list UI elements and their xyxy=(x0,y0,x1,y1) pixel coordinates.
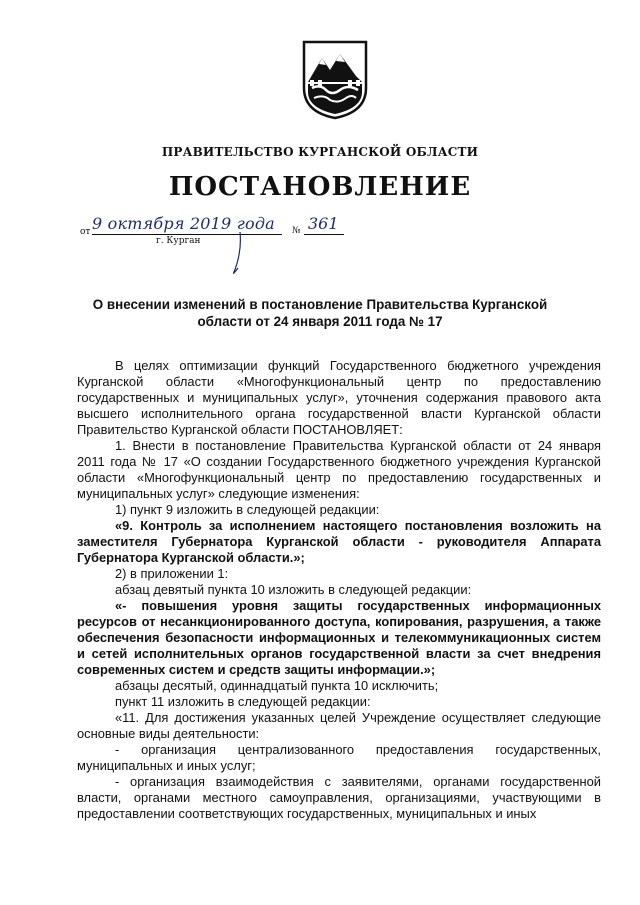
paragraph: «11. Для достижения указанных целей Учреждение осуществляет следующие основные виды деятельности: xyxy=(77,710,601,741)
kurgan-coat-of-arms-icon xyxy=(300,38,370,120)
paragraph: абзац девятый пункта 10 изложить в следующей редакции: xyxy=(115,582,472,597)
number-prefix: № xyxy=(292,226,301,236)
number-underline xyxy=(304,234,344,235)
date-value: 9 октября 2019 года xyxy=(92,214,275,233)
paragraph: абзацы десятый, одиннадцатый пункта 10 исключить; xyxy=(115,678,439,693)
document-body xyxy=(77,358,601,822)
paragraph: - организация взаимодействия с заявителями, органами государственной власти, органами местного самоуправления, организациями, участвующими в предоставлении соответствующих государственных, муниципальных и иных xyxy=(77,774,601,821)
handwritten-stroke-icon xyxy=(220,228,280,278)
number-value: 361 xyxy=(308,214,339,233)
paragraph: 1. Внести в постановление Правительства Курганской области от 24 января 2011 года № 17 «О создании Государственного бюджетного учреждения Курганской области «Многофункциональный центр по предоставлению государственных и муниципальных услуг» следующие изменения: xyxy=(77,438,601,501)
city-name: г. Курган xyxy=(156,236,201,246)
paragraph: «- повышения уровня защиты государственных информационных ресурсов от несанкционированного доступа, копирования, разрушения, а также обеспечения безопасности информационных и телекоммуникационных систем и сетей исполнительных органов государственной власти за счет внедрения современных систем и средств защиты информации.»; xyxy=(77,598,601,677)
date-prefix: от xyxy=(80,227,91,237)
document-type: ПОСТАНОВЛЕНИЕ xyxy=(168,172,472,202)
paragraph: пункт 11 изложить в следующей редакции: xyxy=(115,694,371,709)
paragraph: «9. Контроль за исполнением настоящего постановления возложить на заместителя Губернатора Курганской области - руководителя Аппарата Губернатора Курганской области.»; xyxy=(77,518,601,565)
paragraph: В целях оптимизации функций Государственного бюджетного учреждения Курганской области «Многофункциональный центр по предоставлению государственных и муниципальных услуг», уточнения содержания правового акта высшего исполнительного органа государственной власти Курганской области Правительство Курганской области ПОСТАНОВЛЯЕТ: xyxy=(77,358,601,437)
paragraph: 1) пункт 9 изложить в следующей редакции: xyxy=(115,502,380,517)
government-name: ПРАВИТЕЛЬСТВО КУРГАНСКОЙ ОБЛАСТИ xyxy=(161,145,479,159)
paragraph: 2) в приложении 1: xyxy=(115,566,229,581)
document-title: О внесении изменений в постановление Правительства Курганской области от 24 января 2011 года № 17 xyxy=(92,297,548,329)
paragraph: - организация централизованного предоставления государственных, муниципальных и иных услуг; xyxy=(77,742,601,773)
